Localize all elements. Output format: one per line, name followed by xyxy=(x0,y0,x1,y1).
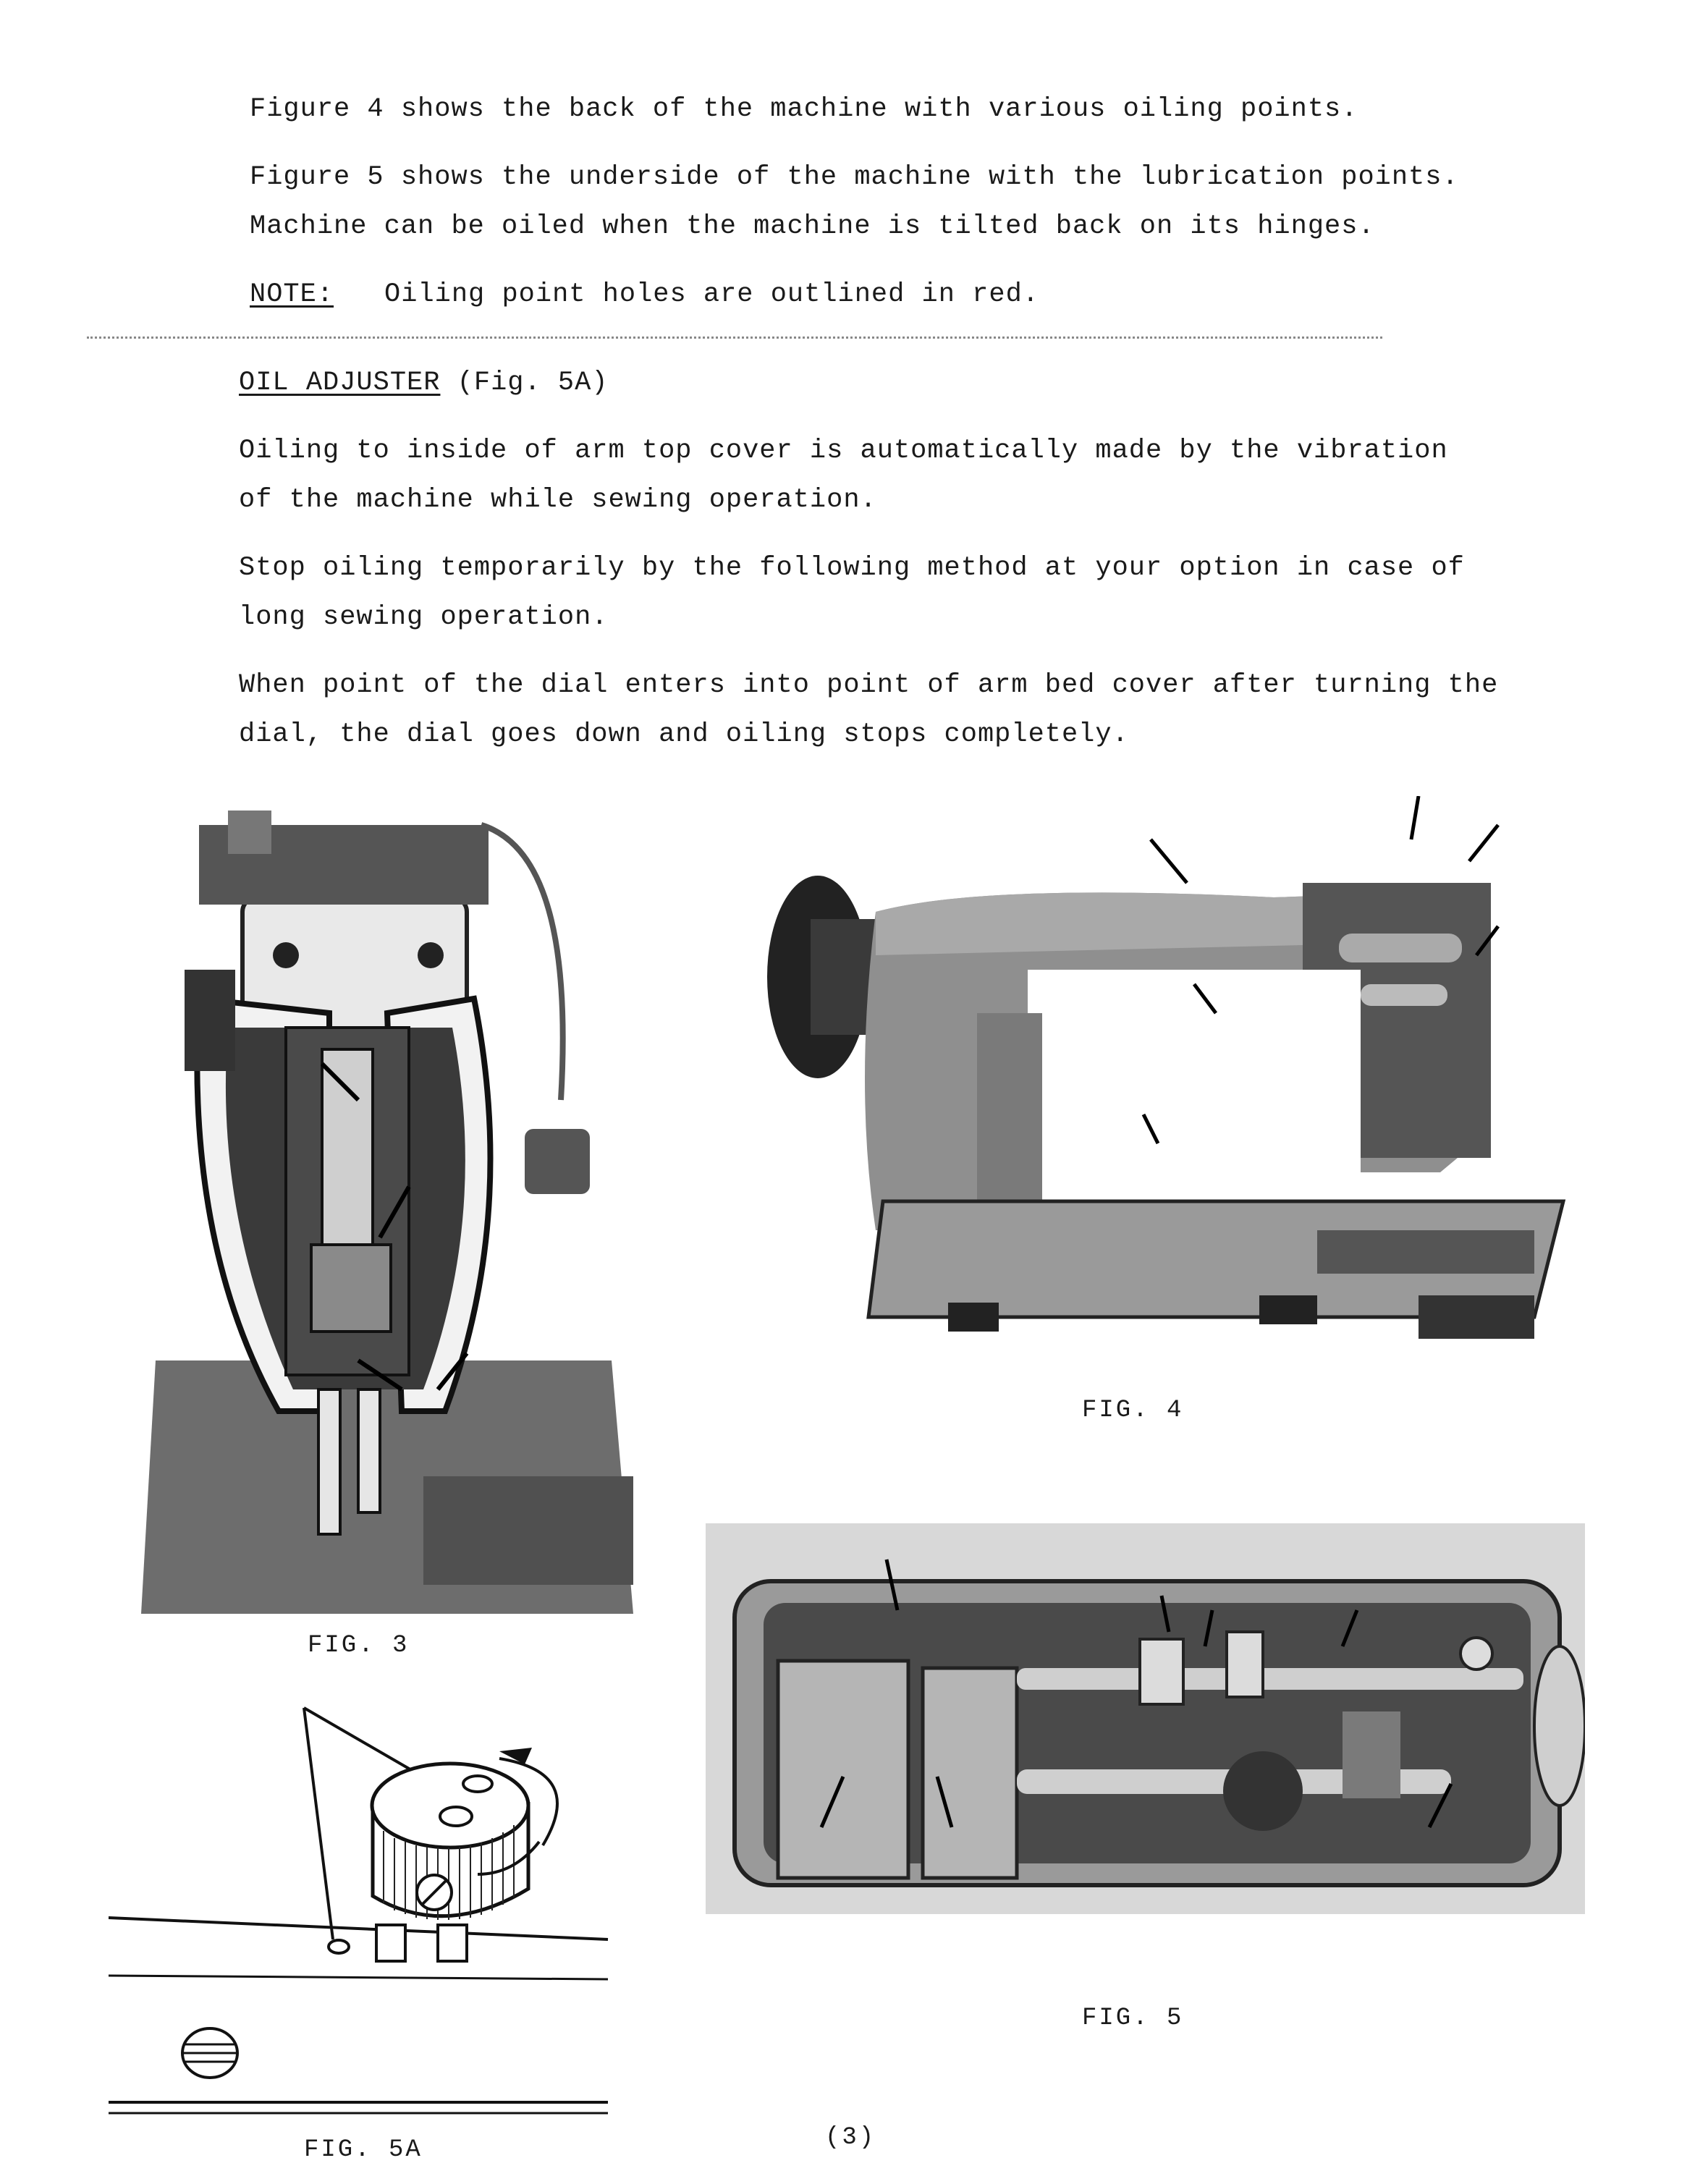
p1-line-1: Oiling to inside of arm top cover is automatically made by the vibration xyxy=(239,436,1448,466)
fig5a-illustration xyxy=(109,1693,615,2128)
fig5-caption: FIG. 5 xyxy=(1082,2005,1184,2032)
fig4-illustration xyxy=(767,796,1570,1346)
fig5-illustration xyxy=(706,1523,1585,1914)
p2-line-1: Stop oiling temporarily by the following method at your option in case of xyxy=(239,553,1465,583)
fig5a-caption: FIG. 5A xyxy=(304,2136,423,2164)
oil-adjuster-ref: (Fig. 5A) xyxy=(457,368,609,398)
p1-line-2: of the machine while sewing operation. xyxy=(239,485,877,515)
intro-fig5-line-2: Machine can be oiled when the machine is tilted back on its hinges. xyxy=(250,211,1375,242)
fig3-photo xyxy=(141,811,633,1614)
p2-line-2: long sewing operation. xyxy=(239,602,609,632)
p3-line-1: When point of the dial enters into point of arm bed cover after turning the xyxy=(239,670,1499,701)
note-text: Oiling point holes are outlined in red. xyxy=(384,279,1039,310)
page-number: (3) xyxy=(825,2124,876,2151)
note-label: NOTE: xyxy=(250,279,334,310)
intro-fig5-line-1: Figure 5 shows the underside of the machine with the lubrication points. xyxy=(250,162,1459,192)
fig5-photo xyxy=(706,1523,1585,1914)
fig4-photo xyxy=(767,796,1570,1346)
fig5a-drawing xyxy=(109,1693,615,2128)
oil-adjuster-title: OIL ADJUSTER xyxy=(239,368,441,398)
fig3-illustration xyxy=(141,811,633,1614)
fig3-caption: FIG. 3 xyxy=(308,1632,410,1659)
oil-adjuster-heading xyxy=(239,366,609,399)
fig4-caption: FIG. 4 xyxy=(1082,1397,1184,1424)
divider-line xyxy=(87,337,1382,339)
intro-fig4-line: Figure 4 shows the back of the machine with various oiling points. xyxy=(250,94,1358,124)
p3-line-2: dial, the dial goes down and oiling stops completely. xyxy=(239,719,1129,750)
note xyxy=(250,278,1039,311)
